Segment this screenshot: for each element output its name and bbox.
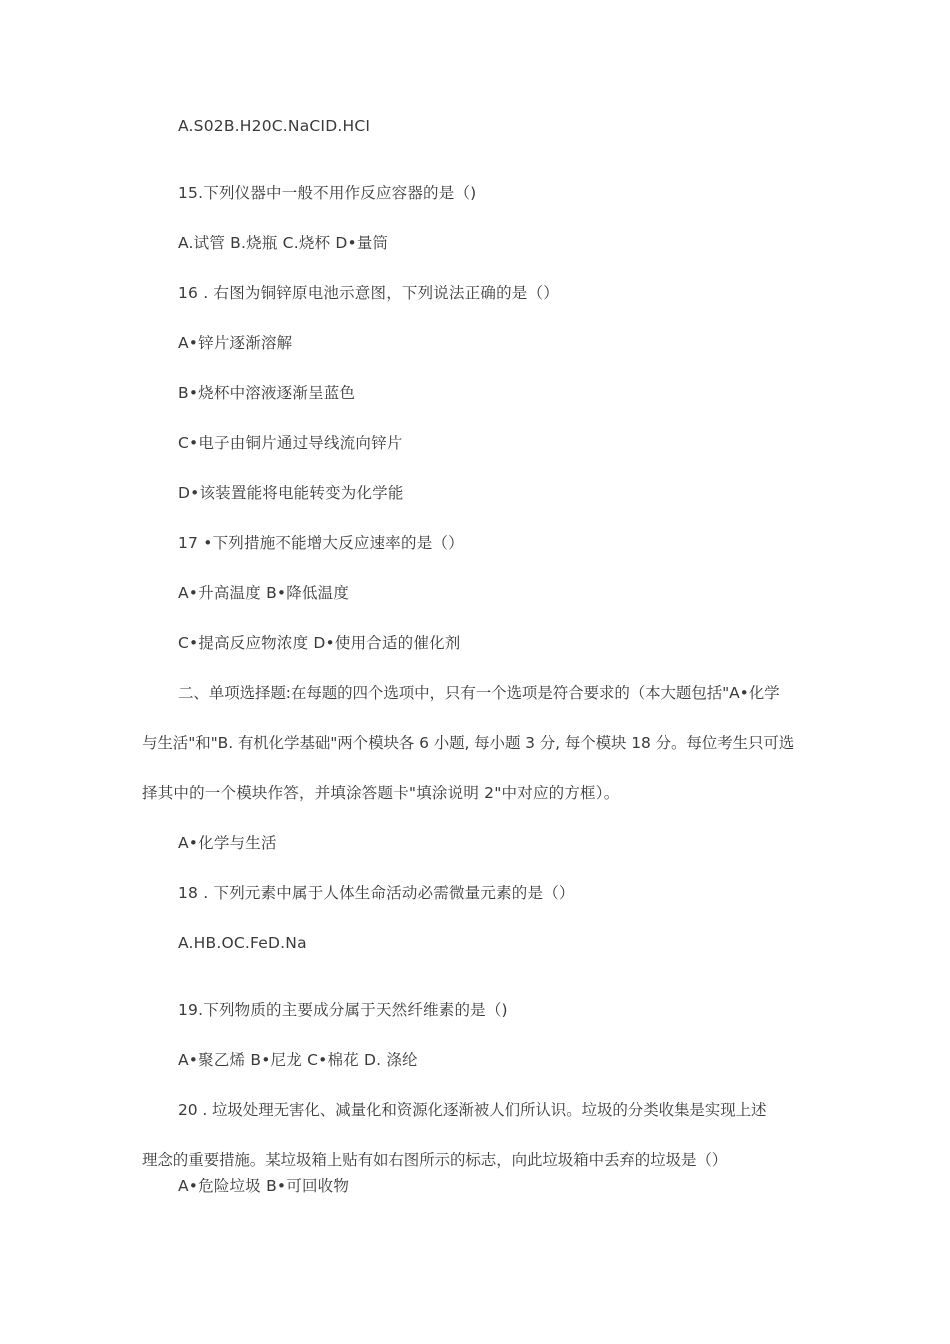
q15-stem: 15.下列仪器中一般不用作反应容器的是（) — [178, 184, 477, 202]
q19-stem: 19.下列物质的主要成分属于天然纤维素的是（) — [178, 1001, 508, 1019]
q16-option-d: D•该装置能将电能转变为化学能 — [178, 484, 404, 502]
section2-intro-line3: 择其中的一个模块作答，并填涂答题卡"填涂说明 2"中对应的方框）。 — [142, 784, 620, 802]
section2-intro-line1: 二、单项选择题:在每题的四个选项中，只有一个选项是符合要求的（本大题包括"A•化学 — [178, 684, 780, 702]
q14-options: A.S02B.H20C.NaCID.HCI — [178, 117, 371, 135]
q17-options-cd: C•提高反应物浓度 D•使用合适的催化剂 — [178, 634, 461, 652]
section2-intro-line2: 与生活"和"B. 有机化学基础"两个模块各 6 小题, 每小题 3 分, 每个模块 18 分。每位考生只可选 — [142, 734, 795, 752]
q16-option-a: A•锌片逐渐溶解 — [178, 334, 293, 352]
q20-options: A•危险垃圾 B•可回收物 — [178, 1177, 350, 1195]
q19-options: A•聚乙烯 B•尼龙 C•棉花 D. 涤纶 — [178, 1051, 418, 1069]
q16-option-b: B•烧杯中溶液逐渐呈蓝色 — [178, 384, 356, 402]
q16-option-c: C•电子由铜片通过导线流向锌片 — [178, 434, 403, 452]
q18-options: A.HB.OC.FeD.Na — [178, 934, 307, 952]
q20-stem-line1: 20 . 垃圾处理无害化、减量化和资源化逐渐被人们所认识。垃圾的分类收集是实现上述 — [178, 1101, 767, 1119]
q17-stem: 17 •下列措施不能增大反应速率的是（） — [178, 534, 464, 552]
q15-options: A.试管 B.烧瓶 C.烧杯 D•量筒 — [178, 234, 389, 252]
q16-stem: 16 . 右图为铜锌原电池示意图，下列说法正确的是（） — [178, 284, 559, 302]
q20-stem-line2: 理念的重要措施。某垃圾箱上贴有如右图所示的标志，向此垃圾箱中丢弃的垃圾是（） — [142, 1151, 728, 1169]
q17-options-ab: A•升高温度 B•降低温度 — [178, 584, 350, 602]
q18-stem: 18 . 下列元素中属于人体生命活动必需微量元素的是（） — [178, 884, 575, 902]
module-a-heading: A•化学与生活 — [178, 834, 277, 852]
